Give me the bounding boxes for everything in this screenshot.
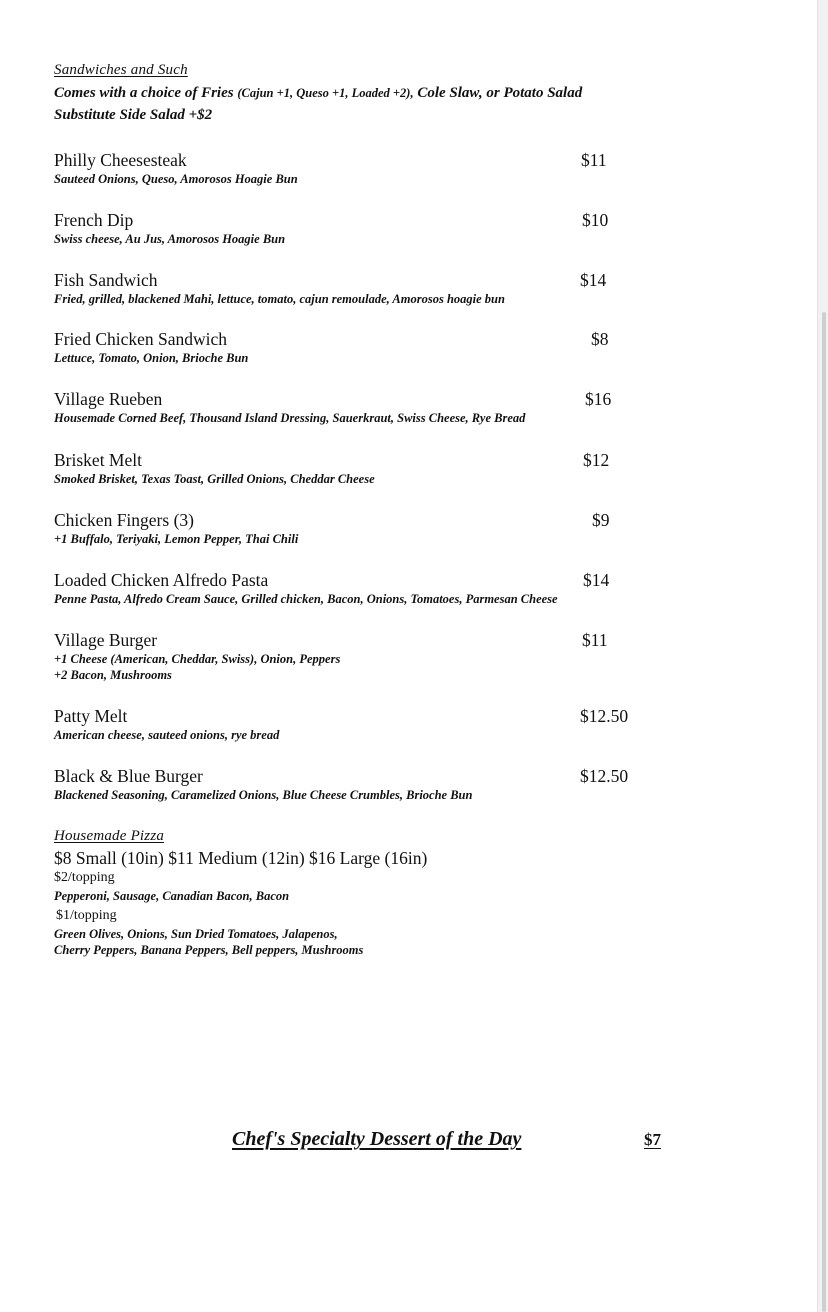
menu-item-name: Village Burger (54, 630, 158, 650)
menu-item-price: $8 (591, 329, 609, 349)
menu-item-desc: Lettuce, Tomato, Onion, Brioche Bun (54, 351, 249, 365)
menu-item-price: $16 (585, 389, 612, 409)
menu-item-name: Brisket Melt (54, 450, 142, 470)
menu-item-desc: Fried, grilled, blackened Mahi, lettuce, tomato, cajun remoulade, Amorosos hoagie bun (54, 292, 505, 306)
fries-upgrades: (Cajun +1, Queso +1, Loaded +2), (237, 86, 414, 100)
sides-note (54, 85, 582, 102)
menu-item-desc: Blackened Seasoning, Caramelized Onions, Blue Cheese Crumbles, Brioche Bun (54, 788, 473, 802)
dessert-price: $7 (644, 1130, 661, 1149)
menu-item-price: $9 (592, 510, 610, 530)
menu-item-name: Chicken Fingers (3) (54, 510, 194, 530)
menu-item-desc: Swiss cheese, Au Jus, Amorosos Hoagie Bun (54, 232, 286, 246)
menu-item-name: Patty Melt (54, 706, 128, 726)
menu-item-price: $14 (580, 270, 607, 290)
menu-item-price: $10 (582, 210, 609, 230)
topping-list-1: Green Olives, Onions, Sun Dried Tomatoes, Jalapenos, (54, 927, 338, 941)
topping-list-2: Pepperoni, Sausage, Canadian Bacon, Bacon (54, 889, 290, 903)
menu-item-price: $11 (581, 150, 607, 170)
right-scroll-track[interactable] (817, 0, 828, 1312)
menu-item-name: Loaded Chicken Alfredo Pasta (54, 570, 269, 590)
scrollbar-thumb[interactable] (822, 312, 826, 1312)
menu-item-price: $14 (583, 570, 610, 590)
menu-item-price: $12 (583, 450, 610, 470)
menu-item-price: $11 (582, 630, 608, 650)
topping-price-2: $2/topping (54, 870, 115, 885)
menu-item-name: Village Rueben (54, 389, 163, 409)
menu-item-name: Fried Chicken Sandwich (54, 329, 228, 349)
menu-item-name: Philly Cheesesteak (54, 150, 187, 170)
sides-note-main: Comes with a choice of Fries (54, 85, 238, 101)
menu-item-desc: +2 Bacon, Mushrooms (54, 668, 172, 682)
section-heading-pizza: Housemade Pizza (54, 828, 165, 844)
menu-item-name: Fish Sandwich (54, 270, 158, 290)
menu-item-desc: +1 Buffalo, Teriyaki, Lemon Pepper, Thai Chili (54, 532, 299, 546)
menu-item-desc: +1 Cheese (American, Cheddar, Swiss), Onion, Peppers (54, 652, 341, 666)
dessert-label: Chef's Specialty Dessert of the Day (232, 1128, 522, 1150)
menu-item-price: $12.50 (580, 766, 629, 786)
menu-item-desc: American cheese, sauteed onions, rye bread (54, 728, 280, 742)
topping-list-1-cont: Cherry Peppers, Banana Peppers, Bell peppers, Mushrooms (54, 943, 364, 957)
menu-item-name: French Dip (54, 210, 134, 230)
menu-item-price: $12.50 (580, 706, 629, 726)
menu-item-name: Black & Blue Burger (54, 766, 203, 786)
section-heading-sandwiches: Sandwiches and Such (54, 62, 188, 78)
menu-item-desc: Housemade Corned Beef, Thousand Island Dressing, Sauerkraut, Swiss Cheese, Rye Bread (54, 411, 526, 425)
menu-item-desc: Penne Pasta, Alfredo Cream Sauce, Grilled chicken, Bacon, Onions, Tomatoes, Parmesan Cheese (54, 592, 558, 606)
menu-item-desc: Sauteed Onions, Queso, Amorosos Hoagie Bun (54, 172, 298, 186)
side-salad-note: Substitute Side Salad +$2 (54, 107, 213, 123)
pizza-sizes: $8 Small (10in) $11 Medium (12in) $16 Large (16in) (54, 848, 428, 868)
menu-item-desc: Smoked Brisket, Texas Toast, Grilled Onions, Cheddar Cheese (54, 472, 375, 486)
sides-note-rest: Cole Slaw, or Potato Salad (413, 85, 583, 101)
topping-price-1: $1/topping (56, 908, 117, 923)
